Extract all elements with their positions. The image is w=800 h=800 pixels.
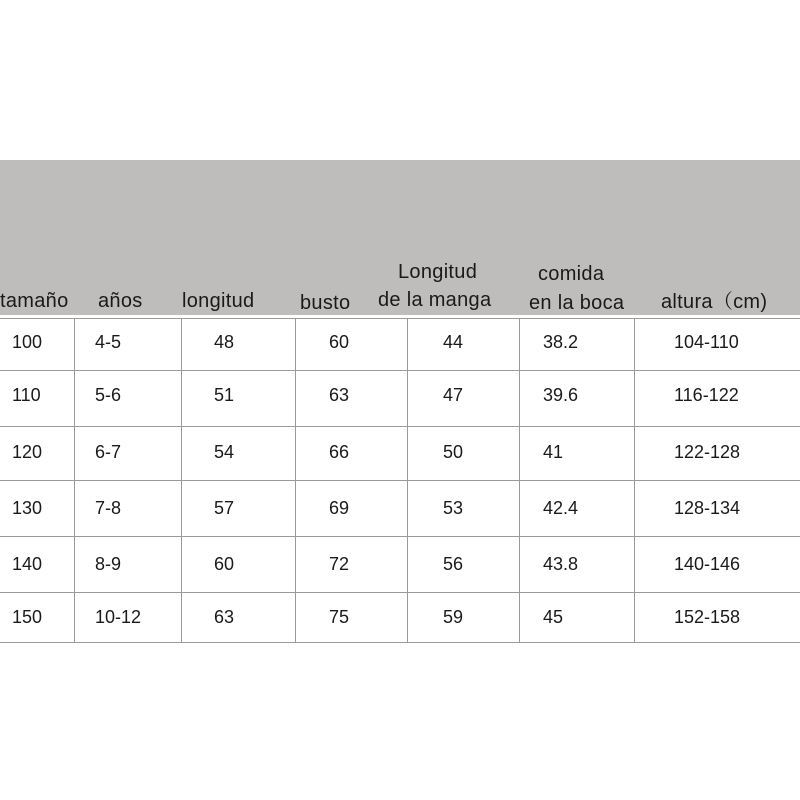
table-column-divider: [634, 318, 635, 642]
cell-age: 5-6: [95, 385, 122, 405]
cell-mouth: 39.6: [543, 385, 579, 405]
table-column-divider: [295, 318, 296, 642]
cell-length: 51: [214, 385, 235, 405]
table-row: [0, 482, 800, 534]
cell-bust: 72: [329, 554, 350, 574]
cell-mouth: 45: [543, 607, 564, 627]
cell-age: 10-12: [95, 607, 142, 627]
table-row: [0, 426, 800, 478]
table-row-divider: [0, 370, 800, 371]
cell-length: 57: [214, 498, 235, 518]
cell-sleeve: 47: [443, 385, 464, 405]
cell-length: 60: [214, 554, 235, 574]
cell-height: 152-158: [674, 607, 741, 627]
table-row: [0, 318, 800, 366]
header-sleeve-line1: Longitud: [398, 261, 478, 283]
cell-height: 116-122: [674, 385, 739, 405]
cell-size: 120: [12, 442, 43, 462]
cell-size: 110: [12, 385, 41, 405]
cell-size: 150: [12, 607, 43, 627]
cell-age: 6-7: [95, 442, 122, 462]
cell-mouth: 41: [543, 442, 564, 462]
table-column-divider: [519, 318, 520, 642]
cell-bust: 60: [329, 332, 350, 352]
cell-age: 4-5: [95, 332, 122, 352]
header-bust: busto: [300, 292, 351, 314]
cell-bust: 63: [329, 385, 350, 405]
table-row-divider: [0, 480, 800, 481]
cell-size: 100: [12, 332, 43, 352]
cell-length: 63: [214, 607, 235, 627]
cell-bust: 66: [329, 442, 350, 462]
table-row: [0, 538, 800, 590]
cell-sleeve: 50: [443, 442, 464, 462]
cell-height: 140-146: [674, 554, 741, 574]
cell-age: 8-9: [95, 554, 122, 574]
header-mouth-line2: en la boca: [529, 292, 625, 314]
cell-length: 54: [214, 442, 235, 462]
cell-size: 130: [12, 498, 43, 518]
cell-height: 122-128: [674, 442, 741, 462]
header-mouth-line1: comida: [538, 263, 605, 285]
cell-length: 48: [214, 332, 235, 352]
cell-sleeve: 59: [443, 607, 464, 627]
cell-bust: 75: [329, 607, 350, 627]
cell-bust: 69: [329, 498, 350, 518]
header-length: longitud: [182, 290, 255, 312]
table-row: [0, 592, 800, 642]
table-row: [0, 370, 800, 420]
cell-sleeve: 56: [443, 554, 464, 574]
header-age: años: [98, 290, 143, 312]
table-column-divider: [181, 318, 182, 642]
table-row-divider: [0, 536, 800, 537]
cell-sleeve: 44: [443, 332, 464, 352]
cell-age: 7-8: [95, 498, 122, 518]
header-height: altura（cm): [661, 291, 768, 313]
header-sleeve-line2: de la manga: [378, 289, 492, 311]
table-row-divider: [0, 426, 800, 427]
table-row-divider: [0, 592, 800, 593]
cell-sleeve: 53: [443, 498, 464, 518]
cell-height: 128-134: [674, 498, 741, 518]
cell-size: 140: [12, 554, 43, 574]
cell-mouth: 43.8: [543, 554, 579, 574]
cell-height: 104-110: [674, 332, 739, 352]
table-row-divider: [0, 318, 800, 319]
table-row-divider: [0, 642, 800, 643]
header-size: tamaño: [0, 290, 69, 312]
cell-mouth: 42.4: [543, 498, 579, 518]
cell-mouth: 38.2: [543, 332, 579, 352]
table-column-divider: [407, 318, 408, 642]
table-column-divider: [74, 318, 75, 642]
